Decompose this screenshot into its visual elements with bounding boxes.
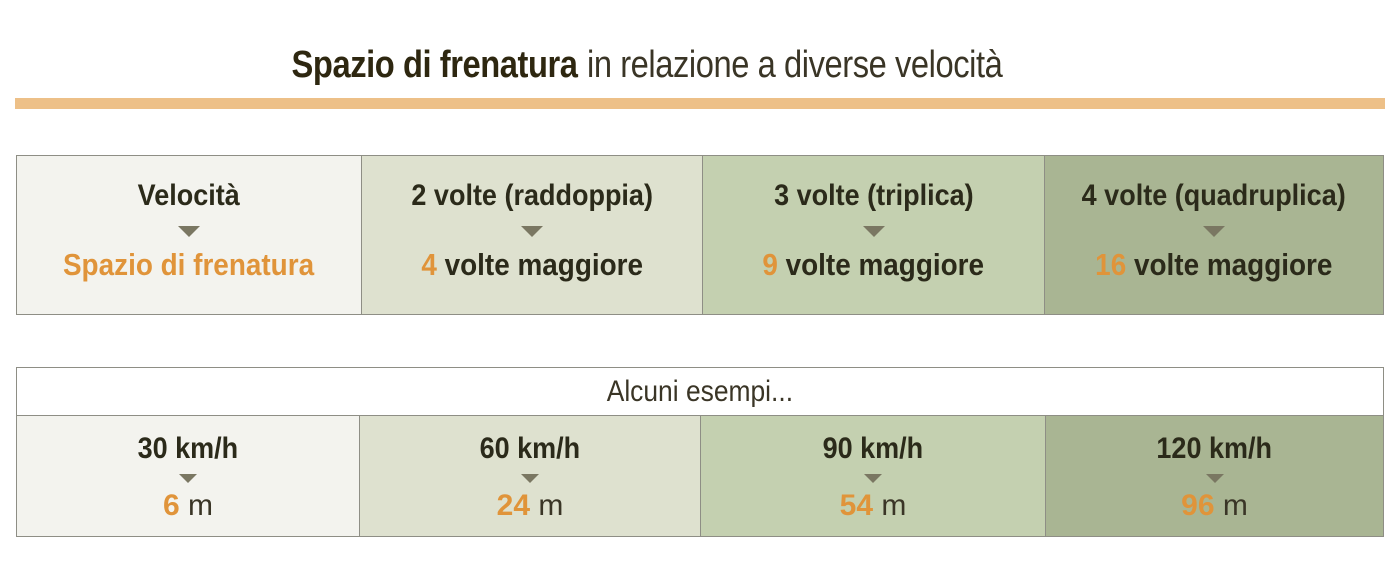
ratio-cell-triple [703, 156, 1045, 314]
example-distance-unit: m [538, 489, 564, 522]
example-speed: 60 km/h [479, 432, 581, 465]
page-title [0, 40, 1315, 90]
ratio-cell-bottom-label: Spazio di frenatura [63, 247, 315, 282]
down-arrow-icon [521, 226, 543, 237]
example-cell-60 [360, 416, 701, 536]
examples-row [17, 416, 1383, 536]
example-distance [1181, 489, 1248, 523]
title-divider [15, 98, 1385, 109]
ratio-cell-velocity [17, 156, 362, 314]
ratio-cell-top: 2 volte (raddoppia) [411, 179, 653, 212]
down-arrow-icon [864, 474, 882, 483]
down-arrow-icon [178, 226, 200, 237]
example-distance-unit: m [188, 489, 214, 522]
ratio-cell-bottom [421, 247, 643, 283]
ratio-table [16, 155, 1384, 315]
ratio-factor: 4 [421, 247, 437, 282]
example-distance [497, 489, 564, 523]
ratio-suffix: volte maggiore [444, 247, 643, 282]
title-bold: Spazio di frenatura [291, 44, 578, 86]
example-cell-30 [17, 416, 360, 536]
ratio-suffix: volte maggiore [785, 247, 985, 282]
ratio-factor: 16 [1095, 247, 1127, 282]
example-speed: 120 km/h [1156, 432, 1273, 465]
example-cell-90 [701, 416, 1046, 536]
example-speed: 30 km/h [137, 432, 239, 465]
example-distance-value: 24 [496, 489, 531, 522]
ratio-cell-double [362, 156, 703, 314]
down-arrow-icon [1206, 474, 1224, 483]
ratio-cell-top: Velocità [137, 179, 241, 212]
example-distance-unit: m [881, 489, 907, 522]
examples-header-label: Alcuni esempi... [606, 375, 794, 408]
example-speed: 90 km/h [822, 432, 924, 465]
ratio-suffix: volte maggiore [1134, 247, 1333, 282]
down-arrow-icon [521, 474, 539, 483]
example-distance-value: 96 [1181, 489, 1215, 522]
down-arrow-icon [863, 226, 885, 237]
example-distance-value: 6 [162, 489, 180, 522]
example-distance [840, 489, 907, 523]
example-distance-unit: m [1222, 489, 1248, 522]
ratio-factor: 9 [762, 247, 779, 282]
title-light: in relazione a diverse velocità [587, 44, 1003, 86]
example-cell-120 [1046, 416, 1383, 536]
examples-header [17, 368, 1383, 416]
ratio-cell-top: 4 volte (quadruplica) [1081, 179, 1347, 212]
ratio-cell-quadruple [1045, 156, 1383, 314]
ratio-cell-top: 3 volte (triplica) [773, 179, 974, 212]
example-distance [163, 489, 213, 523]
ratio-cell-bottom [1095, 247, 1332, 283]
examples-table [16, 367, 1384, 537]
down-arrow-icon [1203, 226, 1225, 237]
down-arrow-icon [179, 474, 197, 483]
ratio-cell-bottom [763, 247, 985, 283]
example-distance-value: 54 [839, 489, 874, 522]
